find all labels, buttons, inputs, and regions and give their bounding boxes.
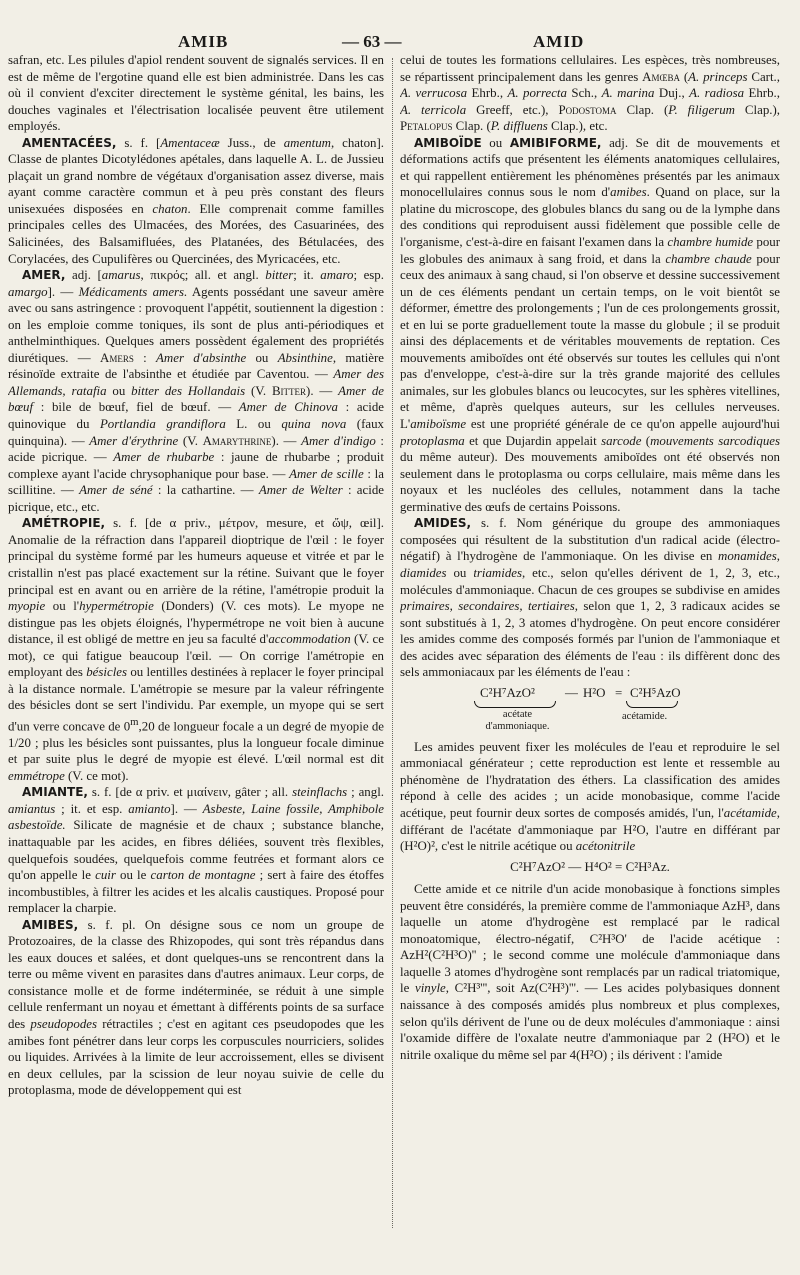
formula-term: C²H⁵AzO xyxy=(630,685,681,700)
right-column xyxy=(400,52,780,1237)
headword: AMÉTROPIE, xyxy=(22,516,106,531)
continued-paragraph: celui de toutes les formations cellulaires. Les espèces, très nombreuses, se répartissent principalement dans les genres Amœba (A. princeps Cart., A. verrucosa Ehrb., A. porrecta Sch., A. marina Duj., A. radiosa Ehrb., A. terricola Greeff, etc.), Podostoma Clap. (P. filigerum Clap.), Petalopus Clap. (P. diffluens Clap.), etc. xyxy=(400,53,780,134)
headword: AMENTACÉES, xyxy=(22,135,117,150)
running-head-left: AMIB xyxy=(178,32,229,51)
underbrace xyxy=(626,701,678,708)
entry-amibes: AMIBES, s. f. pl. On désigne sous ce nom un groupe de Protozoaires, de la classe des Rhizopodes, qui sont très répandus dans les eaux douces et salées, et dont quelques-uns se rencontrent dans la terre ou même vivent en parasites dans d'autres animaux. Leur corps, de consistance molle et de forme indéterminée, se réduit à une simple cellule renfermant un noyau et émettant à différents points de sa surface des pseudopodes rétractiles ; c'est en agitant ces pseudopodes que les amibes font pénétrer dans leur corps les corpuscules nourriciers, solides ou liquides. Arrivées à la limite de leur accroissement, elles se divisent en deux cellules, par la scission de leur noyau suivie de celle du protoplasma, mode de développement qui est xyxy=(8,917,384,1098)
page-number: — 63 — xyxy=(342,32,402,51)
headword: AMIDES, xyxy=(414,516,472,531)
paragraph: Cette amide et ce nitrile d'un acide monobasique à fonctions simples peuvent être considérés, la première comme de l'ammoniaque AzH³, dans laquelle un atome d'hydrogène est remplacé par le radical monoatomique, électro-négatif, C²H³O' de l'acide acétique : AzH²(C²H³O)'' ; le second comme une molécule d'ammoniaque dans laquelle 3 atomes d'hydrogène sont remplacés par un radical triatomique, le vinyle, C²H³''', soit Az(C²H³)'''. — Les acides polybasiques donnent naissance à des composés amidés plus nombreux et plus complexes, selon qu'ils dérivent de l'une ou de deux molécules d'ammoniaque : ainsi l'oxamide diffère de l'oxalate neutre d'ammoniaque par 2 (H²O) et le nitrile oxalique du même sel par 4(H²O) ; ils dérivent : l'amide xyxy=(400,882,780,1062)
chemical-equation-acetonitrile: C²H⁷AzO² — H⁴O² = C²H³Az. xyxy=(510,858,670,874)
paragraph: Les amides peuvent fixer les molécules de l'eau et reproduire le sel ammoniacal générateur ; cette reproduction est lente et ressemble au phénomène de l'hydratation des éthers. La classification des amides répond à celle des acides ; un acide monobasique, comme l'acide acétique, peut fournir deux sortes de composés amidés, l'un, l'acétamide, différant de l'acétate d'ammoniaque par H²O, l'autre en différant par (H²O)², c'est le nitrile acétique ou acétonitrile xyxy=(400,739,780,854)
running-head xyxy=(0,30,800,54)
entry-amides: AMIDES, s. f. Nom générique du groupe des ammoniaques composées qui résultent de la substitution d'un radical acide (électro-négatif) à l'hydrogène de l'ammoniaque. On les divise en monamides, diamides ou triamides, etc., selon qu'elles dérivent de 1, 2, 3, etc., molécules d'ammoniaque. Chacun de ces groupes se subdivise en amides primaires, secondaires, tertiaires, selon que 1, 2, 3 radicaux acides se sont substitués à 1, 2, 3 atomes d'hydrogène. On peut encore considérer les amides comme des composés formés par l'union de l'ammoniaque et des acides avec séparation des éléments de l'eau : ils diffèrent donc des sels ammoniacaux par les éléments de l'eau : xyxy=(400,516,780,680)
underbrace xyxy=(474,701,556,708)
formula-label: acétamide. xyxy=(622,710,668,722)
formula-term: H²O xyxy=(583,685,606,700)
formula-operator: — xyxy=(565,685,578,700)
headword: AMIBOÏDE xyxy=(414,135,482,150)
formula-label: acétate d'ammoniaque. xyxy=(485,708,550,732)
left-column xyxy=(8,52,384,1237)
running-head-right: AMID xyxy=(533,32,585,51)
formula-operator: = xyxy=(615,685,623,700)
entry-amiante: AMIANTE, s. f. [de α priv. et μιαίνειν, gâter ; all. steinflachs ; angl. amiantus ; it. et esp. amianto]. — Asbeste, Laine fossile, Amphibole asbestoïde. Silicate de magnésie et de chaux ; substance blanche, inattaquable par les acides, en fibres déliées, souvent très flexibles, quelquefois soudées, quelquefois comme feutrées et formant alors ce qu'on appelle le cuir ou le carton de montagne ; sert à faire des étoffes incombustibles, à filtrer les acides et les alcalis caustiques. Proposé pour remplacer la charpie. xyxy=(8,785,384,916)
chemical-equation-acetamide xyxy=(400,683,780,737)
headword-alt: AMIBIFORME, xyxy=(509,135,602,150)
headword: AMIANTE, xyxy=(22,785,88,800)
entry-amer: AMER, adj. [amarus, πικρός; all. et angl. bitter; it. amaro; esp. amargo]. — Médicaments amers. Agents possédant une saveur amère avec ou sans astringence : provoquent l'appétit, soutiennent la digestion : on les emploie comme toniques, ils sont de plus anti-périodiques et anthelminthiques. Quelques amers possèdent également des propriétés diurétiques. — Amers : Amer d'absinthe ou Absinthine, matière résinoïde extraite de l'absinthe et étudiée par Caventou. — Amer des Allemands, ratafia ou bitter des Hollandais (V. Bitter). — Amer de bœuf : bile de bœuf, fiel de bœuf. — Amer de Chinova : acide quinovique du Portlandia grandiflora L. ou quina nova (faux quinquina). — Amer d'érythrine (V. Amarythrine). — Amer d'indigo : acide picrique. — Amer de rhubarbe : jaune de rhubarbe ; produit complexe ayant l'acide chrysophanique pour base. — Amer de scille : la scillitine. — Amer de séné : la cathartine. — Amer de Welter : acide picrique, etc., etc. xyxy=(8,268,384,514)
entry-amentacees: AMENTACÉES, s. f. [Amentaceæ Juss., de amentum, chaton]. Classe de plantes Dicotylédones apétales, dans laquelle A. L. de Jussieu plaçait un grand nombre de végétaux d'organisation assez diverse, mais ayant comme caractère commun et à peu près constant des fleurs unisexuées disposées en chaton. Elle comprenait comme familles principales celles des Ulmacées, des Morées, des Casuarinées, des Salicinées, des Balsamifluées, des Platanées, des Bétulacées, des Corylacées, des Cupulifères ou Quercinées, des Myricacées, etc. xyxy=(8,135,384,266)
headword: AMIBES, xyxy=(22,917,79,932)
entry-amiboide: AMIBOÏDE ou AMIBIFORME, adj. Se dit de mouvements et déformations actifs que présentent les éléments anatomiques cellulaires, et qui rappellent entièrement les phénomènes présentés par les animaux monocellulaires connus sous le nom d'amibes. Quand on place, sur la platine du microscope, des globules blancs du sang ou de la lymphe dans des conditions qui reproduisent aussi fidèlement que possible celle de l'organisme, c'est-à-dire en faisant l'examen dans la chambre humide pour les globules des animaux à sang froid, et dans la chambre chaude pour ceux des animaux à sang chaud, si l'on observe et dessine successivement un de ces éléments pendant un certain temps, on le voit bientôt se déformer, émettre des prolongements ; l'un de ces prolongements grossit, et en lui se porte graduellement toute la masse du globule ; il se produit ainsi des déplacements et de véritables mouvements de reptation. Ces mouvements amiboïdes ont été observés sur toutes les cellules qui n'ont pas d'enveloppe, c'est-à-dire sur la très grande majorité des cellules animales, sur les globules blancs ou leucocytes, sur les sphères vitellines, et même, d'après quelques auteurs, sur les cellules nerveuses. L'amiboïsme est une propriété générale de ce qu'on appelle aujourd'hui protoplasma et que Dujardin appelait sarcode (mouvements sarcodiques du même auteur). Des mouvements amiboïdes ont été observés non seulement dans le protoplasma ou corps cellulaire, mais même dans les noyaux et les nucléoles des cellules, notamment dans la tache germinative des œufs de certains Poissons. xyxy=(400,135,780,514)
column-divider xyxy=(392,58,393,1228)
formula-term: C²H⁷AzO² xyxy=(480,684,535,700)
headword: AMER, xyxy=(22,268,66,283)
continued-paragraph: safran, etc. Les pilules d'apiol rendent souvent de signalés services. Il en est de même de l'ergotine quand elle est bien administrée. Dans les cas où il convient d'exciter directement le système génital, les bains, les douches vaginales et l'électrisation localisée peuvent être utilement employés. xyxy=(8,53,384,134)
entry-ametropie: AMÉTROPIE, s. f. [de α priv., μέτρον, mesure, et ὤψ, œil]. Anomalie de la réfraction dans l'appareil dioptrique de l'œil : le foyer principal du système formé par les humeurs aqueuse et vitrée et par le cristallin n'est pas placé exactement sur la rétine. Suivant que le foyer principal est en avant ou en arrière de la rétine, l'amétropie produit la myopie ou l'hypermétropie (Donders) (V. ces mots). Le myope ne distingue pas les objets éloignés, l'hypermétrope ne voit bien à aucune distance, il est obligé de mettre en jeu sa faculté d'accommodation (V. ce mot), ce qui fatigue beaucoup l'œil. — On corrige l'amétropie en employant des bésicles ou lentilles destinées à replacer le foyer principal à la distance normale. L'amétropie se mesure par la valeur réfringente des bésicles dont se sert l'individu. Par exemple, un myope qui se sert d'un verre concave de 0$^m$,20 de longueur focale a un degré de myopie de 1/20 ; plus les bésicles sont puissantes, plus la longueur focale diminue et par suite plus le degré de myopie est élevé. L'œil normal est dit emmétrope (V. ce mot). xyxy=(8,516,384,783)
